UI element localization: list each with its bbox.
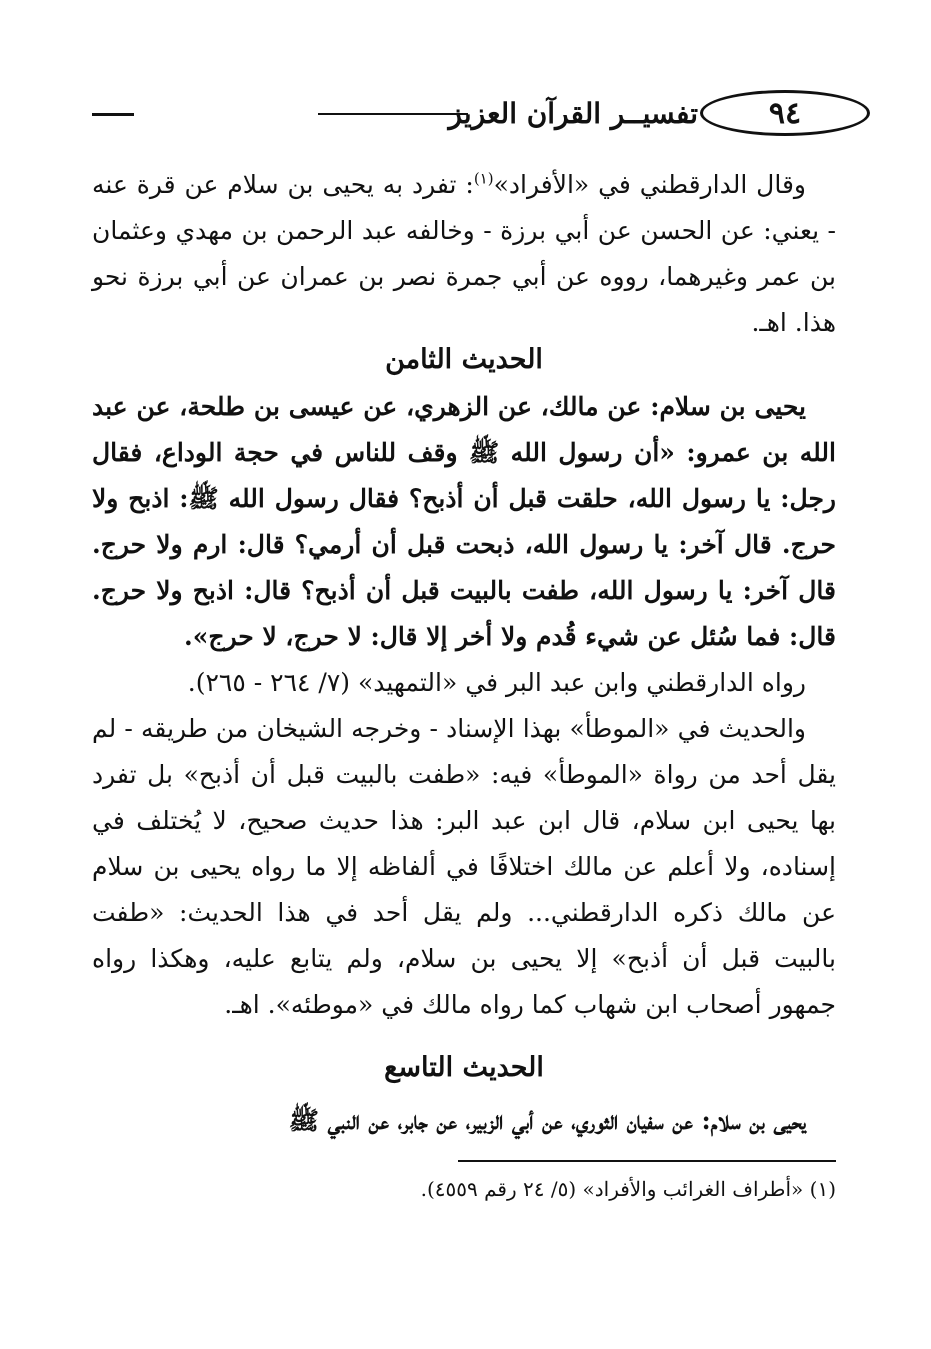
intro-paragraph — [92, 162, 836, 346]
running-title: تفسيــر القرآن العزيز — [448, 97, 698, 130]
hadith-8-commentary: والحديث في «الموطأ» بهذا الإسناد - وخرجه الشيخان من طريقه - لم يقل أحد من رواة «الموطأ» فيه: «طفت بالبيت قبل أن أذبح» بل تفرد بها يحيى ابن سلام، قال ابن عبد البر: هذا حديث صحيح، لا يُختلف في إسناده، ولا أعلم عن مالك اختلافًا في ألفاظه إلا ما رواه يحيى بن سلام عن مالك ذكره الدارقطني... ولم يقل أحد في هذا الحديث: «طفت بالبيت قبل أن أذبح» إلا يحيى بن سلام، ولم يتابع عليه، وهكذا رواه جمهور أصحاب ابن شهاب كما رواه مالك في «موطئه». اهـ. — [92, 714, 836, 1019]
hadith-9-text: يحيى بن سلام: عن سفيان الثوري، عن أبي الزبير، عن جابر، عن النبي ﷺ — [288, 1106, 806, 1135]
footnote-reference: (١) — [473, 169, 494, 188]
footnote-separator — [458, 1160, 836, 1162]
intro-text-before-ref: وقال الدارقطني في «الأفراد» — [493, 170, 806, 199]
heading-hadith-9: الحديث التاسع — [384, 1052, 544, 1083]
intro-text — [92, 162, 836, 346]
page-header — [92, 86, 836, 146]
heading-hadith-8: الحديث الثامن — [385, 344, 543, 375]
intro-text-after-ref: : تفرد به يحيى بن سلام عن قرة عنه - يعني: عن الحسن عن أبي برزة - وخالفه عبد الرحمن بن مهدي وعثمان بن عمر وغيرهما، رووه عن أبي جمرة نصر بن عمران عن أبي برزة نحو هذا. اهـ. — [92, 170, 836, 337]
hadith-8-text: يحيى بن سلام: عن مالك، عن الزهري، عن عيسى بن طلحة، عن عبد الله بن عمرو: «أن رسول الله ﷺ وقف للناس في حجة الوداع، فقال رجل: يا رسول الله، حلقت قبل أن أذبح؟ فقال رسول الله ﷺ: اذبح ولا حرج. قال آخر: يا رسول الله، ذبحت قبل أن أرمي؟ قال: ارم ولا حرج. قال آخر: يا رسول الله، طفت بالبيت قبل أن أذبح؟ قال: اذبح ولا حرج. قال: فما سُئل عن شيء قُدم ولا أخر إلا قال: لا حرج، لا حرج». — [92, 392, 836, 651]
footnote: (١) «أطراف الغرائب والأفراد» (٥/ ٢٤ رقم ٤٥٥٩). — [420, 1177, 836, 1201]
page-number: ٩٤ — [700, 90, 870, 136]
hadith-8-source: رواه الدارقطني وابن عبد البر في «التمهيد» (٧/ ٢٦٤ - ٢٦٥). — [187, 668, 806, 697]
hadith-8-block — [92, 384, 836, 1028]
header-rule-left — [92, 113, 134, 116]
hadith-9-block — [92, 1098, 836, 1144]
